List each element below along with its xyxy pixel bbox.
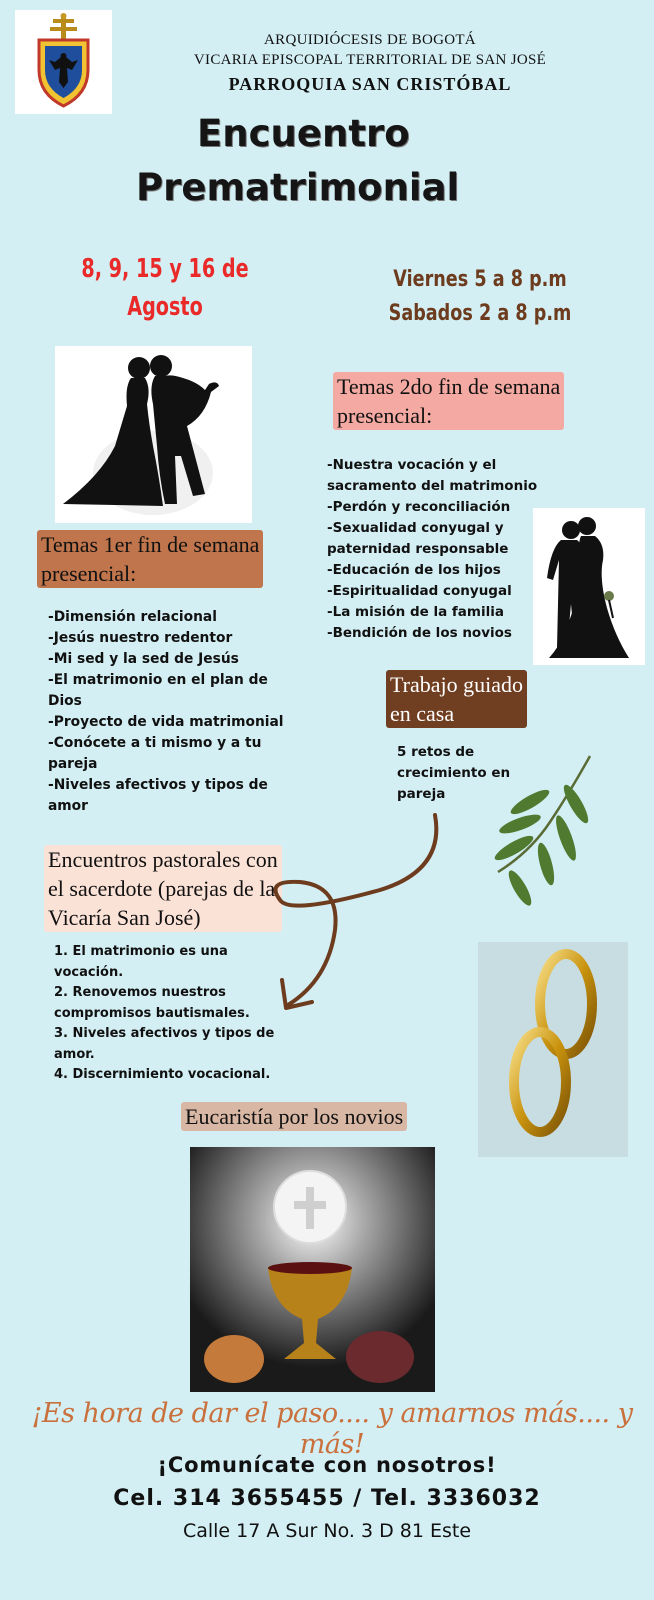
list-item: -Proyecto de vida matrimonial [48,714,284,730]
pastoral-meetings-heading-line1: Encuentros pastorales con [48,847,278,872]
list-item: -El matrimonio en el plan de [48,672,268,688]
vicaria-name: VICARIA EPISCOPAL TERRITORIAL DE SAN JOSÉ [193,52,547,68]
list-item: -Jesús nuestro redentor [48,630,233,646]
event-times-line2: Sabados 2 a 8 p.m [388,301,572,326]
topics-second-weekend-heading [333,372,638,430]
topics-first-weekend-heading-line2: presencial: [41,561,137,586]
pastoral-meetings-list [54,942,274,1086]
list-item: -Dimensión relacional [48,609,217,625]
list-item: compromisos bautismales. [54,1005,250,1021]
list-item: Dios [48,693,82,709]
bride-groom-icon [533,508,645,665]
parish-address: Calle 17 A Sur No. 3 D 81 Este [182,1520,472,1542]
contact-heading: ¡Comunícate con nosotros! [157,1453,497,1477]
list-item: -Bendición de los novios [327,625,512,641]
event-times [376,263,584,331]
guided-homework-heading [386,670,556,728]
archdiocese-crest-icon [15,10,112,114]
list-item: amor. [54,1046,95,1062]
list-item: -Sexualidad conyugal y [327,520,504,536]
page-title-line1: Encuentro [197,112,410,155]
event-times-line1: Viernes 5 a 8 p.m [393,267,567,292]
event-dates [63,250,268,326]
event-dates-line1: 8, 9, 15 y 16 de [81,254,249,284]
list-item: -Nuestra vocación y el [327,457,497,473]
topics-second-weekend-heading-line2: presencial: [337,403,433,428]
kissing-couple-image [55,346,252,523]
list-item: crecimiento en [397,765,511,781]
bride-groom-image [533,508,645,665]
chalice-host-icon [190,1147,435,1392]
list-item: 4. Discernimiento vocacional. [54,1067,271,1082]
event-dates-line2: Agosto [127,292,203,322]
topics-first-weekend-heading-line1: Temas 1er fin de semana [41,532,260,557]
list-item: vocación. [54,964,124,980]
kissing-couple-icon [55,346,252,523]
list-item: -Perdón y reconciliación [327,499,511,515]
list-item: 5 retos de [397,744,475,760]
parish-name: PARROQUIA SAN CRISTÓBAL [228,74,512,94]
topics-first-weekend-list [48,607,284,817]
list-item: -Educación de los hijos [327,562,501,578]
list-item: -Espiritualidad conyugal [327,583,512,599]
chalice-image [190,1147,435,1392]
list-item: 1. El matrimonio es una [54,944,228,959]
guided-homework-heading-line1: Trabajo guiado [390,672,524,697]
wedding-rings-icon [478,942,628,1157]
eucharist-heading: Eucaristía por los novios [181,1102,443,1131]
olive-branch-image [490,752,605,912]
list-item: sacramento del matrimonio [327,478,538,494]
olive-branch-icon [490,752,605,912]
topics-second-weekend-list [327,455,537,644]
list-item: -Conócete a ti mismo y a tu [48,735,262,751]
archdiocese-crest [15,10,112,114]
list-item: pareja [48,756,98,772]
page-title-line2: Prematrimonial [136,166,460,209]
archdiocese-name: ARQUIDIÓCESIS DE BOGOTÁ [264,32,476,48]
list-item: amor [48,798,88,814]
list-item: -La misión de la familia [327,604,504,620]
list-item: 3. Niveles afectivos y tipos de [54,1026,275,1041]
topics-first-weekend-heading [37,530,317,588]
list-item: -Niveles afectivos y tipos de [48,777,268,793]
pastoral-meetings-heading-line3: Vicaría San José) [48,905,201,930]
list-item: 2. Renovemos nuestros [54,985,226,1000]
contact-phones: Cel. 314 3655455 / Tel. 3336032 [113,1486,541,1511]
list-item: paternidad responsable [327,541,509,557]
list-item: pareja [397,786,446,802]
guided-homework-heading-line2: en casa [390,701,455,726]
wedding-rings-image [478,942,628,1157]
slogan: ¡Es hora de dar el paso.... y amarnos más.... y más! [31,1398,633,1460]
topics-second-weekend-heading-line1: Temas 2do fin de semana [337,374,561,399]
curly-arrow-icon [260,810,460,1025]
pastoral-meetings-heading-line2: el sacerdote (parejas de la [48,876,276,901]
list-item: -Mi sed y la sed de Jesús [48,651,239,667]
